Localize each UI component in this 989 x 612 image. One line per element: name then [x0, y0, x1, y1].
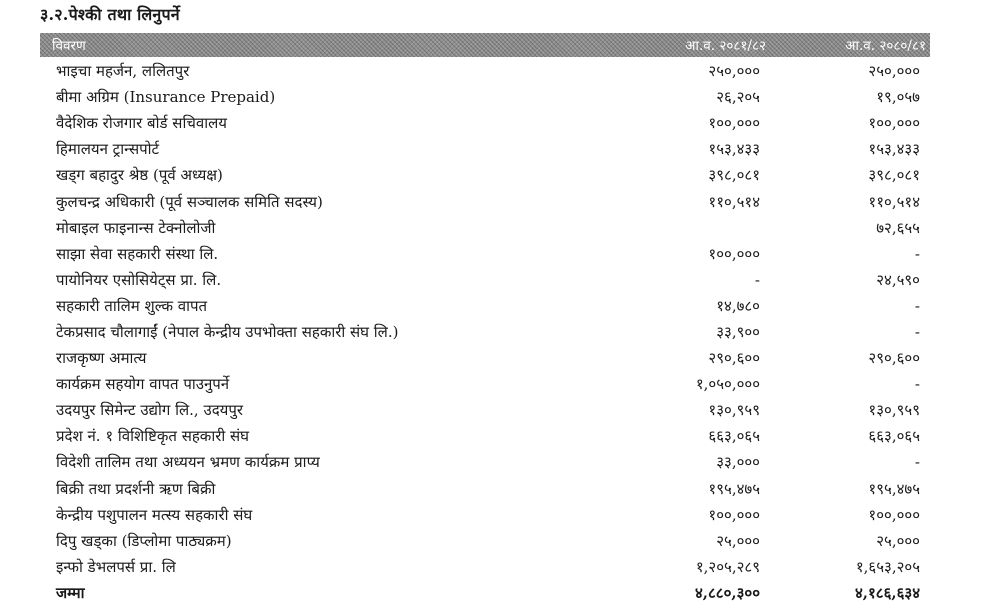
table-header: [40, 33, 930, 57]
table-row: [40, 241, 930, 267]
table-row: [40, 110, 930, 136]
row-value-year1: -: [754, 270, 760, 289]
row-description: टेकप्रसाद चौलागाईं (नेपाल केन्द्रीय उपभोक्ता सहकारी संघ लि.): [56, 322, 399, 341]
row-value-year1: ३९८,०८१: [708, 166, 760, 185]
table-row: [40, 215, 930, 241]
row-value-year1: २५,०००: [716, 531, 760, 550]
row-value-year2: १३०,९५९: [868, 401, 920, 420]
table-row: [40, 267, 930, 293]
row-value-year2: ६६३,०६५: [868, 427, 920, 446]
row-description: खड्ग बहादुर श्रेष्ठ (पूर्व अध्यक्ष): [56, 166, 223, 185]
table-row: [40, 423, 930, 449]
row-description: राजकृष्ण अमात्य: [56, 349, 147, 368]
row-value-year2: १,६५३,२०५: [855, 557, 920, 576]
row-value-year1: १००,०००: [708, 114, 760, 133]
total-value-year2: ४,१८६,६३४: [854, 583, 920, 602]
row-description: पायोनियर एसोसियेट्स प्रा. लि.: [56, 270, 222, 289]
row-value-year1: १,२०५,२८९: [695, 557, 760, 576]
row-value-year1: ३३,०००: [716, 453, 760, 472]
row-value-year2: ११०,५१४: [868, 192, 920, 211]
section-title: ३.२.पेश्की तथा लिनुपर्ने: [40, 5, 180, 24]
row-description: मोबाइल फाइनान्स टेक्नोलोजी: [56, 218, 216, 237]
row-description: बीमा अग्रिम (Insurance Prepaid): [56, 88, 276, 107]
table-row: [40, 476, 930, 502]
row-value-year1: ३३,९००: [716, 322, 760, 341]
row-value-year2: -: [914, 322, 920, 341]
row-value-year1: १९५,४७५: [708, 479, 760, 498]
row-value-year2: ७२,६५५: [876, 218, 920, 237]
row-value-year1: २६,२०५: [716, 88, 760, 107]
row-description: केन्द्रीय पशुपालन मत्स्य सहकारी संघ: [56, 505, 253, 524]
row-value-year2: -: [914, 296, 920, 315]
row-value-year1: १३०,९५९: [708, 401, 760, 420]
table-row: [40, 449, 930, 475]
row-value-year1: २५०,०००: [708, 62, 760, 81]
header-description: विवरण: [52, 38, 86, 54]
row-value-year1: ६६३,०६५: [708, 427, 760, 446]
table-body: [40, 58, 930, 580]
row-value-year1: १४,७८०: [716, 296, 760, 315]
row-value-year2: २९०,६००: [868, 349, 920, 368]
table-row: [40, 397, 930, 423]
header-year-2081-82: आ.व. २०८१/८२: [685, 38, 766, 54]
table-row: [40, 293, 930, 319]
row-value-year2: १९५,४७५: [868, 479, 920, 498]
row-description: वैदेशिक रोजगार बोर्ड सचिवालय: [56, 114, 227, 133]
row-value-year1: १००,०००: [708, 505, 760, 524]
row-description: उदयपुर सिमेन्ट उद्योग लि., उदयपुर: [56, 401, 244, 420]
row-value-year2: -: [914, 375, 920, 394]
row-description: बिक्री तथा प्रदर्शनी ऋण बिक्री: [56, 479, 216, 498]
row-value-year2: -: [914, 453, 920, 472]
row-value-year2: २५०,०००: [868, 62, 920, 81]
row-description: प्रदेश नं. १ विशिष्टिकृत सहकारी संघ: [56, 427, 249, 446]
row-value-year2: -: [914, 244, 920, 263]
row-value-year2: २४,५९०: [876, 270, 920, 289]
row-description: कुलचन्द्र अधिकारी (पूर्व सञ्चालक समिति सदस्य): [56, 192, 323, 211]
table-row: [40, 84, 930, 110]
total-row: [40, 580, 930, 606]
row-description: कार्यक्रम सहयोग वापत पाउनुपर्ने: [56, 375, 230, 394]
row-value-year1: १,०५०,०००: [695, 375, 760, 394]
row-value-year2: १००,०००: [868, 505, 920, 524]
row-value-year1: १५३,४३३: [708, 140, 760, 159]
row-value-year2: १५३,४३३: [868, 140, 920, 159]
header-year-2080-81: आ.व. २०८०/८१: [845, 38, 926, 54]
row-description: साझा सेवा सहकारी संस्था लि.: [56, 244, 219, 263]
row-description: दिपु खड्का (डिप्लोमा पाठ्यक्रम): [56, 531, 232, 550]
total-label: जम्मा: [56, 583, 85, 602]
row-description: हिमालयन ट्रान्सपोर्ट: [56, 140, 160, 159]
table-row: [40, 58, 930, 84]
table-row: [40, 502, 930, 528]
row-value-year2: ३९८,०८१: [868, 166, 920, 185]
table-row: [40, 319, 930, 345]
table-row: [40, 345, 930, 371]
table-row: [40, 188, 930, 214]
row-description: भाइचा महर्जन, ललितपुर: [56, 62, 190, 81]
row-value-year2: २५,०००: [876, 531, 920, 550]
row-value-year1: १००,०००: [708, 244, 760, 263]
row-value-year2: १००,०००: [868, 114, 920, 133]
row-value-year1: २९०,६००: [708, 349, 760, 368]
row-description: सहकारी तालिम शुल्क वापत: [56, 296, 208, 315]
row-description: विदेशी तालिम तथा अध्ययन भ्रमण कार्यक्रम प्राप्य: [56, 453, 320, 472]
row-value-year2: १९,०५७: [876, 88, 920, 107]
table-row: [40, 554, 930, 580]
total-value-year1: ४,८८०,३००: [694, 583, 760, 602]
row-description: इन्फो डेभलपर्स प्रा. लि: [56, 557, 176, 576]
table-row: [40, 371, 930, 397]
table-row: [40, 162, 930, 188]
table-row: [40, 136, 930, 162]
table-row: [40, 528, 930, 554]
ledger-table: [40, 33, 930, 606]
row-value-year1: ११०,५१४: [708, 192, 760, 211]
